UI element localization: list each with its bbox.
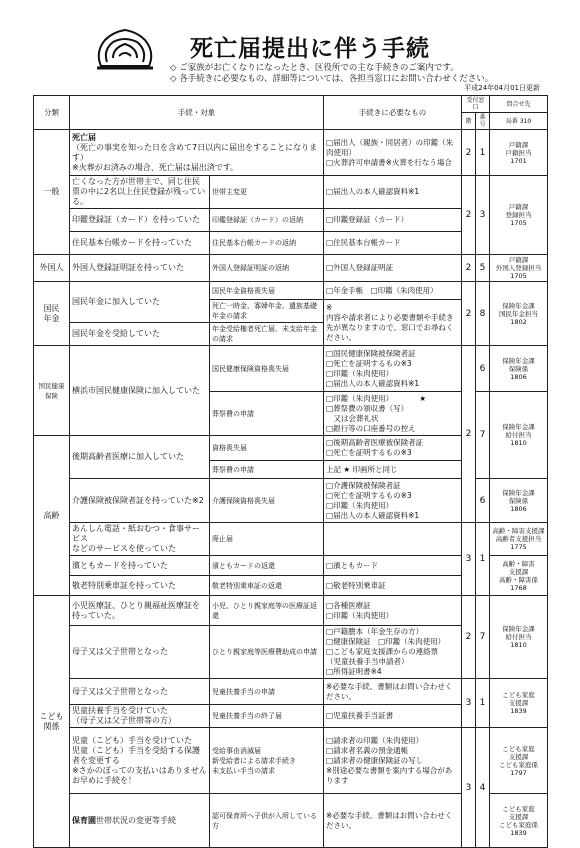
form-cell: 認可保育所へ子供が入所している方	[210, 794, 324, 848]
required-item: □死亡を証明するもの※3	[326, 490, 412, 500]
form-cell: 住民基本台帳カードの返納	[210, 232, 324, 255]
required-cell	[324, 436, 462, 461]
inquiry-cell	[490, 346, 548, 392]
number-cell: 3	[476, 176, 490, 255]
dept-name: 保険年金課	[502, 301, 535, 310]
column-header: 局番 310	[490, 113, 548, 130]
procedure-cell: 国民年金を受給していた	[70, 323, 210, 346]
floor-cell: 2	[462, 346, 476, 523]
column-header: 手続きに必要なもの	[324, 96, 462, 130]
required-item: □介護保険被保険者証	[326, 480, 401, 490]
procedure-title: 保育園	[72, 815, 96, 825]
procedure-cell: 亡くなった方が世帯主で、同じ住民票の中に2名以上住民登録が残っている。	[70, 176, 210, 209]
procedure-cell	[70, 794, 210, 848]
floor-cell: 3	[462, 523, 476, 596]
required-item: □葬祭費の領収書（写）	[326, 403, 409, 413]
required-item: （児童扶養手当申請者）	[326, 657, 409, 666]
required-item: □健康保険証 □印鑑（朱肉使用）	[326, 637, 446, 646]
inquiry-cell	[490, 130, 548, 176]
table-row	[34, 596, 548, 626]
procedure-text: （死亡の事実を知った日を含めて7日以内に届出をすることになります）	[72, 142, 318, 162]
form-cell: 葬祭費の申請	[210, 461, 324, 479]
dept-name: 登録担当	[505, 211, 532, 219]
required-item: □請求者の印鑑（朱肉使用）	[326, 735, 424, 745]
category-label: 関係	[43, 721, 60, 731]
table-row	[34, 346, 548, 392]
inquiry-cell	[490, 596, 548, 679]
table-row	[34, 523, 548, 556]
table-row	[34, 679, 548, 705]
dept-name: こども家庭	[502, 691, 535, 699]
required-item: 又は会葬礼状	[326, 413, 379, 423]
form-cell: 死亡一時金、寡婦年金、遺族基礎年金の請求	[210, 300, 324, 323]
category-label: 年金	[43, 313, 60, 323]
dept-name: 保険係	[508, 364, 529, 373]
procedure-text: 児童扶養手当を受けていた	[72, 706, 168, 715]
column-header: 階	[462, 113, 476, 130]
number-cell: 7	[476, 596, 490, 679]
required-cell: ※必要な手続、書類はお問い合わせください。	[324, 679, 462, 705]
required-cell: □外国人登録証明証	[324, 255, 462, 282]
dept-tel: 1768	[510, 583, 527, 592]
table-row	[34, 282, 548, 300]
required-item: □所得証明書※4	[326, 667, 382, 676]
column-header: 手続・対象	[70, 96, 324, 130]
form-cell: 葬祭費の申請	[210, 392, 324, 436]
page-title: 死亡届提出に伴う手続	[190, 36, 430, 62]
required-item: □印鑑（朱肉使用）	[326, 610, 394, 620]
column-header: 受付窓口	[462, 96, 490, 113]
form-cell: 世帯主変更	[210, 176, 324, 209]
form-cell: 敬老特別乗車証の返還	[210, 576, 324, 596]
required-item: □印鑑（朱肉使用） ★	[326, 393, 427, 403]
procedure-text: 児童（こども）手当を受けていた	[72, 735, 192, 745]
column-header: 分類	[34, 96, 70, 130]
floor-cell: 2	[462, 130, 476, 176]
floor-cell: 3	[462, 728, 476, 848]
dept-tel: 1797	[510, 768, 527, 777]
dept-tel: 1810	[510, 641, 527, 649]
category-label: こども	[39, 711, 64, 721]
procedure-cell: 後期高齢者医療に加入していた	[70, 436, 210, 479]
required-item: □請求者名義の預金通帳	[326, 745, 409, 755]
dept-name: 給付担当	[505, 431, 532, 439]
dept-tel: 1775	[510, 543, 527, 551]
inquiry-cell	[490, 679, 548, 728]
inquiry-cell	[490, 556, 548, 596]
required-item: □届出人の本人確認資料※1	[326, 378, 420, 388]
category-cell: 一般	[34, 130, 70, 255]
dept-tel: 1705	[510, 272, 527, 280]
number-cell: 8	[476, 282, 490, 346]
inquiry-cell	[490, 794, 548, 848]
form-cell: 外国人登録証明証の返納	[210, 255, 324, 282]
form-cell: 児童扶養手当の申請	[210, 679, 324, 705]
required-item: □印鑑（朱肉使用）	[326, 368, 394, 378]
required-item: □印鑑（朱肉使用）	[326, 500, 394, 510]
dept-tel: 1705	[510, 219, 527, 227]
procedure-text: などのサービスを使っていた	[72, 544, 176, 553]
dept-name: 給付担当	[505, 633, 532, 641]
dept-name: 高齢・障害支援課	[492, 527, 545, 535]
procedure-cell: 敬老特別乗車証を持っていた	[70, 576, 210, 596]
category-label: 国民健康	[38, 381, 65, 390]
inquiry-cell	[490, 479, 548, 523]
dept-name: 支援課	[508, 567, 529, 576]
form-cell: 国民年金資格喪失届	[210, 282, 324, 300]
required-cell: □児童扶養手当証書	[324, 705, 462, 728]
procedure-cell	[70, 728, 210, 794]
inquiry-cell	[490, 255, 548, 282]
procedure-cell: 濱ともカードを持っていた	[70, 556, 210, 576]
dept-name: こども家庭	[502, 744, 535, 753]
dept-tel: 1810	[510, 439, 527, 447]
required-cell	[324, 626, 462, 679]
required-cell: □印鑑登録証（カード）	[324, 209, 462, 232]
dept-tel: 1802	[510, 317, 527, 326]
form-cell: 印鑑登録証（カード）の返納	[210, 209, 324, 232]
form-cell	[210, 728, 324, 794]
required-cell	[324, 130, 462, 176]
dept-name: 高齢者支援担当	[495, 535, 542, 543]
category-cell: 高齢	[34, 436, 70, 596]
intro-note: ◇ 各手続きに必要なもの、詳細等については、各担当窓口にお問い合わせください。	[170, 74, 494, 84]
table-header-row	[34, 96, 548, 113]
form-cell: 濱ともカードの返還	[210, 556, 324, 576]
required-cell: □濱ともカード	[324, 556, 462, 576]
dept-name: 保険年金課	[502, 625, 535, 633]
procedures-table	[33, 95, 548, 848]
form-text: 未支払い手当の請求	[212, 766, 275, 775]
procedure-cell	[70, 705, 210, 728]
floor-cell: 2	[462, 255, 476, 282]
dept-name: 支援課	[508, 752, 529, 761]
required-item: ※	[326, 302, 333, 312]
form-cell: ひとり親家庭等医療費助成の申請	[210, 626, 324, 679]
floor-cell: 2	[462, 176, 476, 255]
dept-name: 高齢・障害係	[499, 575, 539, 584]
dept-name: こども家庭係	[499, 820, 539, 829]
procedure-text: 児童（こども）手当を受給する保護者を変更する	[72, 745, 200, 765]
dept-name: 戸籍担当	[505, 148, 532, 157]
number-cell: 5	[476, 255, 490, 282]
procedure-cell: 小児医療証、ひとり親福祉医療証を持っていた。	[70, 596, 210, 626]
category-cell	[34, 346, 70, 436]
dept-name: 高齢・障害	[502, 559, 535, 568]
number-cell: 1	[476, 130, 490, 176]
procedure-cell	[70, 523, 210, 556]
dept-name: 支援課	[508, 699, 529, 707]
procedure-cell	[70, 130, 324, 176]
dept-tel: 1806	[510, 372, 527, 381]
procedure-cell: 母子又は父子世帯となった	[70, 626, 210, 679]
procedure-cell: 印鑑登録証（カード）を持っていた	[70, 209, 210, 232]
dept-name: 保険年金課	[502, 423, 535, 431]
form-cell: 小児、ひとり親家庭等の医療証返還	[210, 596, 324, 626]
procedure-text: ※火葬がお済みの場合、死亡届は届出済です。	[72, 162, 239, 172]
inquiry-cell	[490, 728, 548, 794]
required-item: □届出人（親族・同居者）の印鑑（朱肉使用）	[326, 137, 454, 157]
dept-name: こども家庭係	[499, 760, 539, 769]
procedure-cell: 国民年金に加入していた	[70, 282, 210, 323]
dept-name: 戸籍課	[508, 256, 529, 264]
required-item: □各種医療証	[326, 600, 371, 610]
number-cell: 1	[476, 523, 490, 596]
procedure-text: あんしん電話・紙おむつ・食事サービス	[72, 524, 200, 543]
procedure-cell: 外国人登録証明証を持っていた	[70, 255, 210, 282]
required-item: □届出人の本人確認資料※1	[326, 510, 420, 520]
number-cell: 1	[476, 679, 490, 728]
required-item: □死亡を証明するもの※3	[326, 448, 412, 457]
form-text: 受給事由消滅届	[212, 746, 261, 755]
dept-name: 外国人登録担当	[495, 264, 542, 272]
required-cell: □届出人の本人確認資料※1	[324, 176, 462, 209]
required-item: ※別途必要な書類を案内する場合があります	[326, 765, 453, 785]
table-row	[34, 728, 548, 794]
dept-name: 戸籍課	[508, 203, 529, 211]
updated-date: 平成24年04月01日更新	[464, 84, 540, 92]
required-cell: □住民基本台帳カード	[324, 232, 462, 255]
procedure-cell: 介護保険被保険者証を持っていた※2	[70, 479, 210, 523]
required-cell: ※必要な手続、書類はお問い合わせください。	[324, 794, 462, 848]
number-cell: 6	[476, 346, 490, 392]
dept-name: 保険年金課	[502, 488, 535, 497]
inquiry-cell	[490, 523, 548, 556]
form-cell: 国民健康保険資格喪失届	[210, 346, 324, 392]
required-cell	[324, 346, 462, 392]
column-header: 番号	[476, 113, 490, 130]
dept-tel: 1806	[510, 504, 527, 513]
required-cell	[324, 479, 462, 523]
required-cell: □年金手帳 □印鑑（朱肉使用）	[324, 282, 462, 300]
category-label: 国民	[43, 303, 60, 313]
inquiry-cell	[490, 392, 548, 479]
floor-cell: 3	[462, 679, 476, 728]
required-item: □火葬許可申請書※火葬を行なう場合	[326, 157, 452, 167]
required-item: □こども家庭支援課からの連絡票	[326, 647, 439, 656]
form-cell: 介護保険資格喪失届	[210, 479, 324, 523]
required-cell	[324, 728, 462, 794]
required-item: □銀行等の口座番号の控え	[326, 423, 416, 433]
category-cell: 外国人	[34, 255, 70, 282]
required-item: □戸籍謄本（年金生存の方）	[326, 627, 424, 636]
required-item: □国民健康保険被保険者証	[326, 348, 416, 358]
form-cell: 児童扶養手当の終了届	[210, 705, 324, 728]
table-row	[34, 130, 548, 176]
dept-tel: 1701	[510, 156, 527, 165]
procedure-cell: 横浜市国民健康保険に加入していた	[70, 346, 210, 436]
category-cell	[34, 282, 70, 346]
number-cell: 4	[476, 728, 490, 848]
dept-name: 支援課	[508, 812, 529, 821]
required-cell: 上記 ★ 印画所と同じ	[324, 461, 462, 479]
form-cell: 廃止届	[210, 523, 324, 556]
required-item: □請求者の健康保険証の写し	[326, 755, 424, 765]
dept-tel: 1839	[510, 828, 527, 837]
required-cell	[324, 300, 462, 346]
intro-note: ◇ ご家族がお亡くなりになったとき、区役所での主な手続きのご案内です。	[170, 63, 459, 73]
procedure-title: 死亡届	[72, 132, 96, 142]
number-cell: 6	[476, 479, 490, 523]
dept-name: 戸籍課	[508, 140, 529, 149]
table-row	[34, 176, 548, 209]
category-cell	[34, 596, 70, 848]
dept-name: 保険年金課	[502, 356, 535, 365]
column-header: 問合せ先	[490, 96, 548, 113]
intro-notes	[170, 63, 493, 85]
number-cell: 7	[476, 392, 490, 479]
city-emblem-icon	[93, 22, 157, 72]
required-cell	[324, 392, 462, 436]
form-cell: 年金受給権者死亡届、未支給年金の請求	[210, 323, 324, 346]
procedure-text: 世帯状況の変更等手続	[96, 815, 176, 825]
floor-cell: 2	[462, 282, 476, 346]
dept-name: こども家庭	[502, 804, 535, 813]
procedure-cell: 母子又は父子世帯となった	[70, 679, 210, 705]
inquiry-cell	[490, 176, 548, 255]
required-cell	[324, 596, 462, 626]
procedure-text: ※さかのぼっての支払いはありませんお早めに手続を！	[72, 765, 207, 785]
required-cell	[324, 523, 462, 556]
required-item: □後期高齢者医療被保険者証	[326, 438, 424, 447]
table-row	[34, 255, 548, 282]
dept-name: 保険係	[508, 496, 529, 505]
procedure-cell: 住民基本台帳カードを持っていた	[70, 232, 210, 255]
dept-name: 国民年金担当	[499, 309, 539, 318]
form-cell: 資格喪失届	[210, 436, 324, 461]
required-item: 内容や請求者により必要書類や手続き先が異なりますので、窓口でお尋ねください。	[326, 312, 454, 342]
inquiry-cell	[490, 282, 548, 346]
procedure-text: （母子又は父子世帯等の方）	[72, 716, 176, 725]
dept-tel: 1839	[510, 707, 527, 715]
form-text: 新受給者による請求手続き	[212, 756, 296, 765]
category-label: 保険	[45, 391, 58, 400]
required-cell: □敬老特別乗車証	[324, 576, 462, 596]
floor-cell: 2	[462, 596, 476, 679]
required-item: □死亡を証明するもの※3	[326, 358, 412, 368]
